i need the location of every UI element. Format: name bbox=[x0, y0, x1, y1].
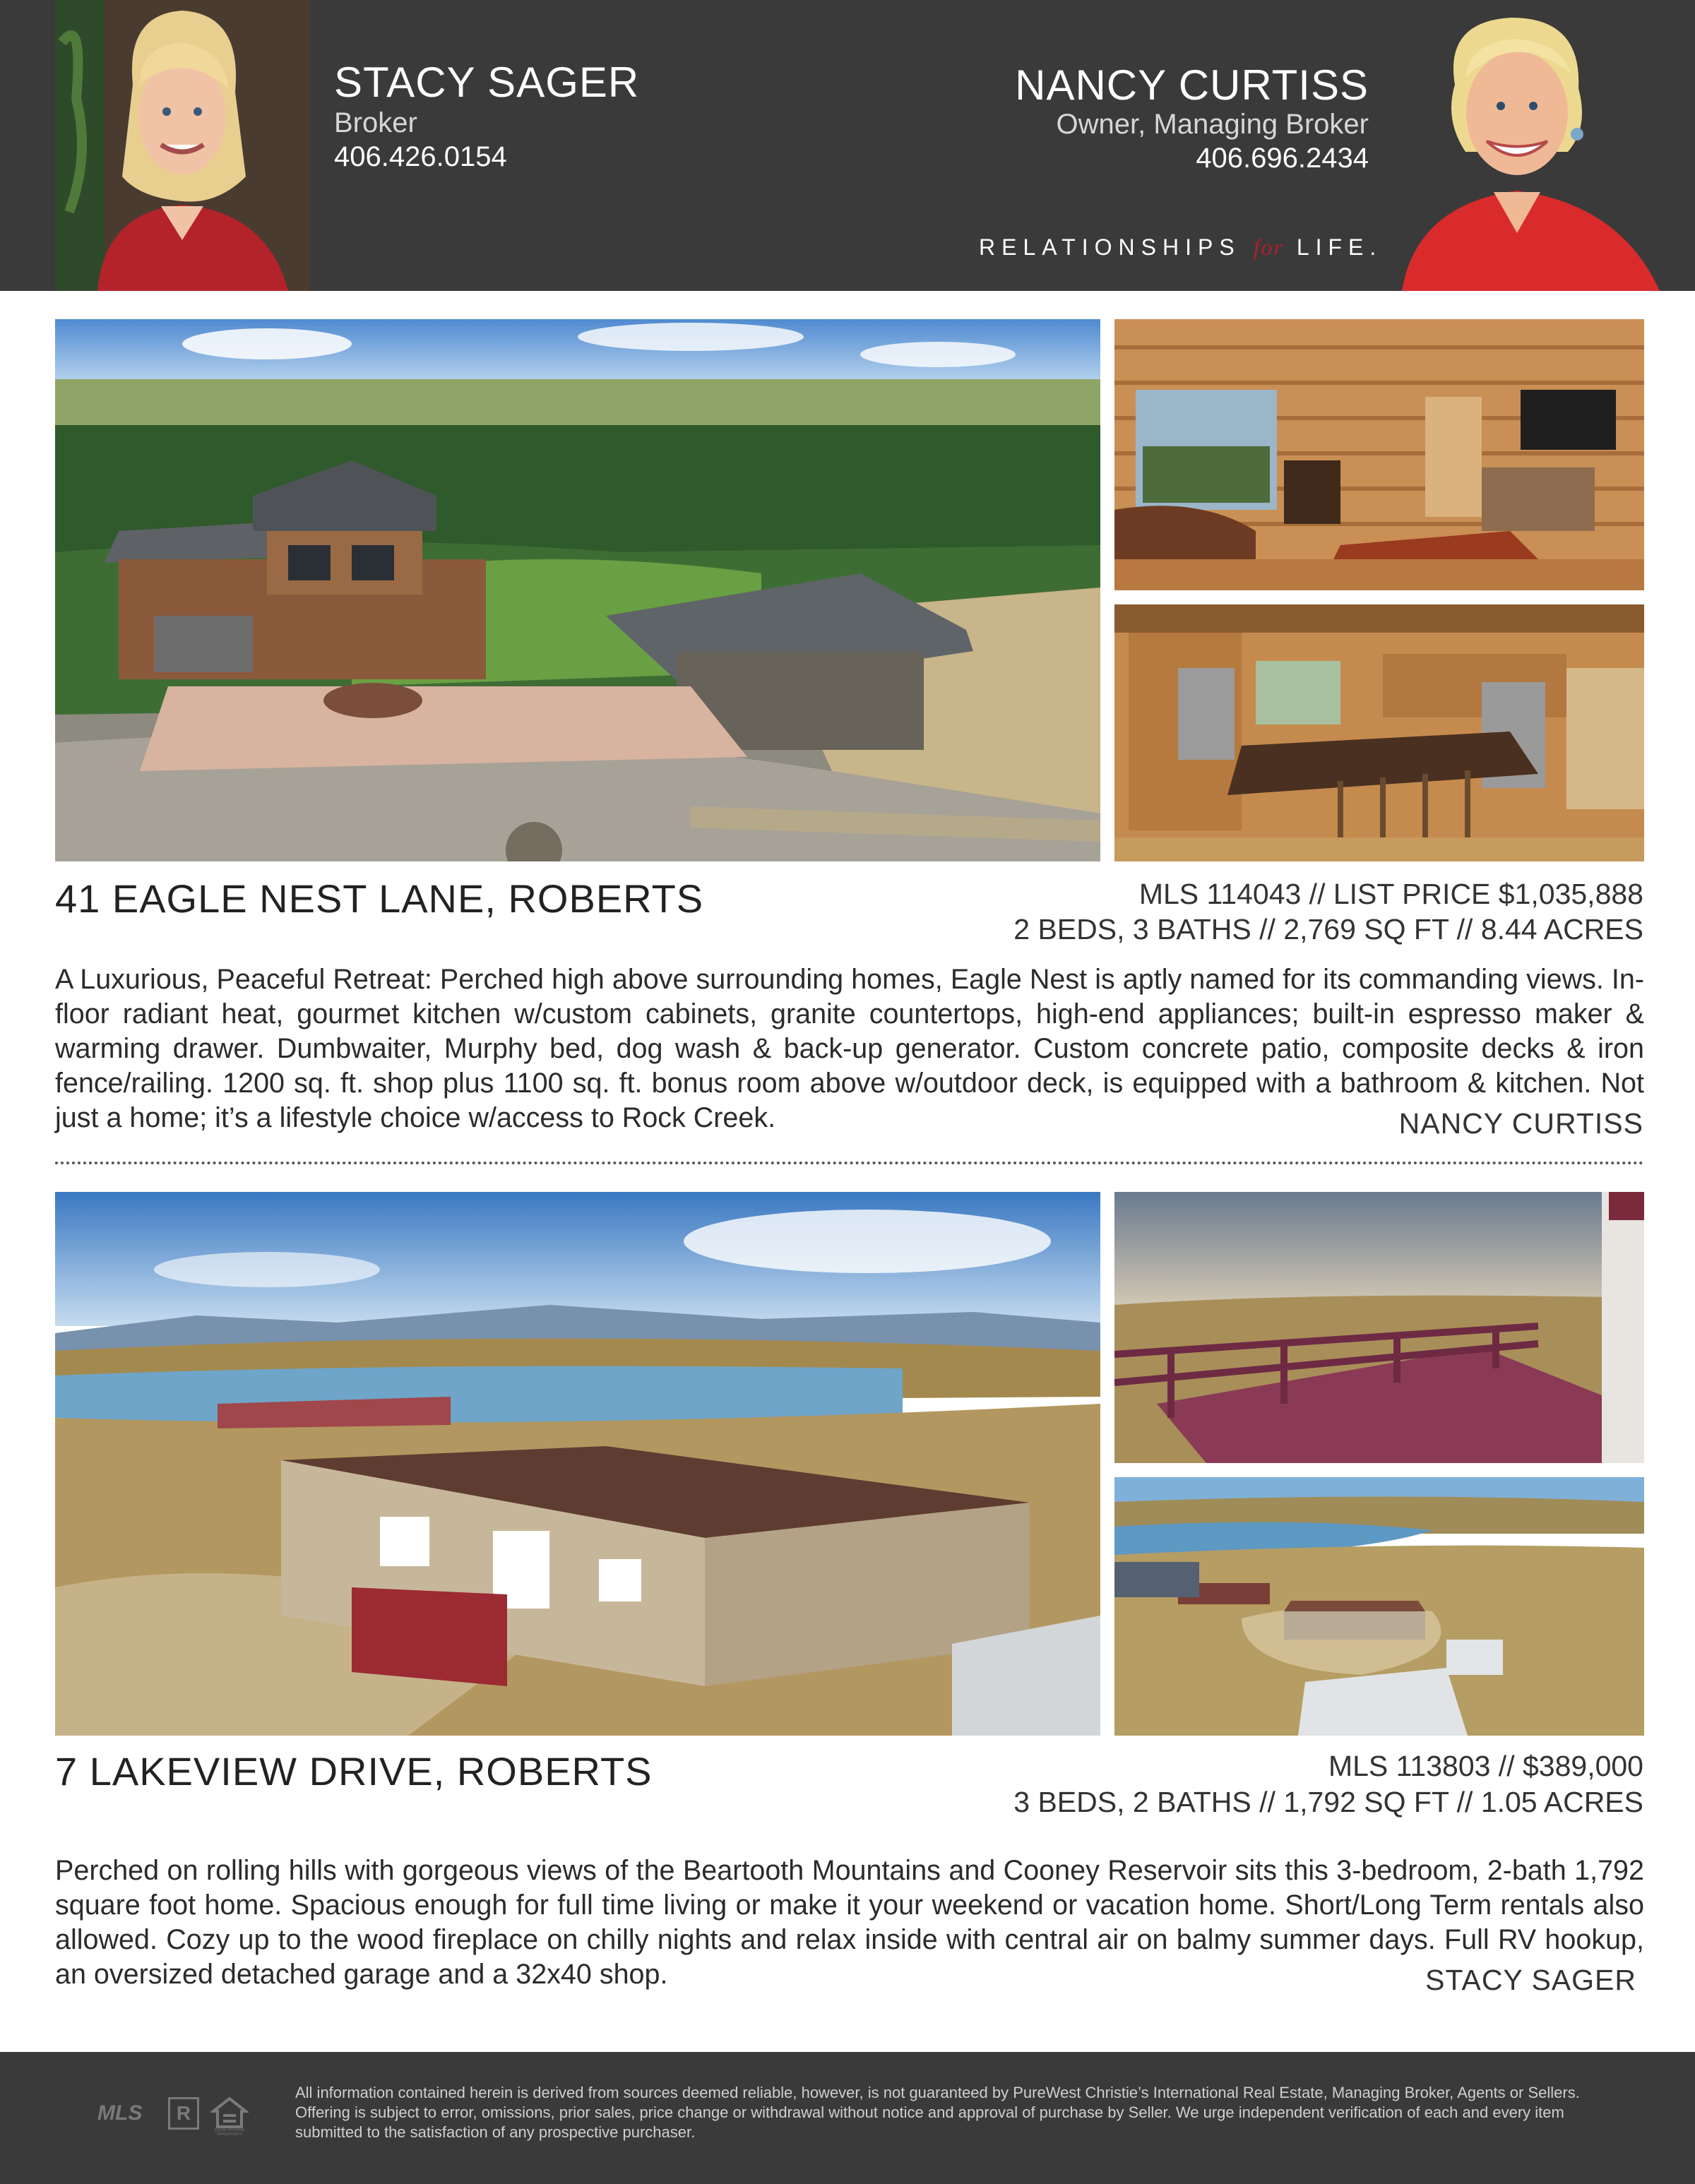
agent-photo-stacy-sager bbox=[55, 0, 309, 291]
legal-disclaimer: All information contained herein is derived from sources deemed reliable, however, is not guaranteed by PureWest Christie’s International Real Estate, Managing Broker, Agents or Sellers. Offering is subject to error, omissions, prior sales, price change or withdrawal without notice and approval of purchase by Seller. We urge independent verification of each and every item submitted to the satisfaction of any prospective purchaser. bbox=[295, 2084, 1580, 2141]
listing-1-mls-price: MLS 114043 // LIST PRICE $1,035,888 bbox=[1138, 878, 1643, 910]
listing-2-address: 7 LAKEVIEW DRIVE, ROBERTS bbox=[55, 1749, 653, 1794]
listing-2-agent: STACY SAGER bbox=[1425, 1964, 1636, 1996]
agent-right-phone: 406.696.2434 bbox=[1196, 143, 1369, 174]
listing-1-description: A Luxurious, Peaceful Retreat: Perched high above surrounding homes, Eagle Nest is aptly named for its commanding views. In-floor radiant heat, gourmet kitchen w/custom cabinets, granite countertops, high-end appliances; built-in espresso maker & warming drawer. Dumbwaiter, Murphy bed, dog wash & back-up generator. Custom concrete patio, composite decks & iron fence/railing. 1200 sq. ft. shop plus 1100 sq. ft. bonus room above w/outdoor deck, is equipped with a bathroom & kitchen. Not just a home; it’s a lifestyle choice w/access to Rock Creek. bbox=[55, 964, 1644, 1133]
listing-1-specs: 2 BEDS, 3 BATHS // 2,769 SQ FT // 8.44 ACRES bbox=[1013, 913, 1643, 945]
agent-left-name: STACY SAGER bbox=[334, 59, 640, 106]
listing-2-specs: 3 BEDS, 2 BATHS // 1,792 SQ FT // 1.05 ACRES bbox=[1013, 1786, 1643, 1818]
listing-divider bbox=[55, 1162, 1644, 1164]
listing-1-living-room-photo bbox=[1114, 319, 1644, 590]
agent-right-role: Owner, Managing Broker bbox=[1056, 109, 1369, 140]
listing-1-agent: NANCY CURTISS bbox=[1398, 1107, 1643, 1140]
equal-housing-text: EQUAL HOUSING OPPORTUNITY bbox=[215, 2128, 244, 2137]
listing-1-main-photo bbox=[55, 319, 1100, 861]
listing-1-address: 41 EAGLE NEST LANE, ROBERTS bbox=[55, 876, 704, 921]
footer-logos bbox=[97, 2093, 260, 2135]
header-banner bbox=[0, 0, 1695, 291]
mls-logo-icon: MLS bbox=[97, 2101, 143, 2125]
listing-2-aerial-photo bbox=[1114, 1477, 1644, 1736]
agent-right-name: NANCY CURTISS bbox=[1015, 61, 1369, 109]
tagline-for: for bbox=[1253, 234, 1284, 260]
listing-2-mls-price: MLS 113803 // $389,000 bbox=[1328, 1750, 1643, 1782]
company-tagline bbox=[979, 234, 1382, 261]
agent-left-phone: 406.426.0154 bbox=[334, 141, 507, 172]
tagline-after: LIFE. bbox=[1296, 234, 1383, 260]
realtor-logo-icon: R bbox=[168, 2097, 199, 2130]
listing-2-main-photo bbox=[55, 1192, 1100, 1736]
agent-left-role: Broker bbox=[334, 107, 417, 138]
listing-2-deck-photo bbox=[1114, 1192, 1644, 1463]
listing-1-kitchen-photo bbox=[1114, 604, 1644, 861]
equal-housing-icon bbox=[210, 2096, 249, 2137]
agent-photo-nancy-curtiss bbox=[1388, 0, 1684, 291]
tagline-before: RELATIONSHIPS bbox=[979, 234, 1241, 260]
listing-2-description: Perched on rolling hills with gorgeous views of the Beartooth Mountains and Cooney Reservoir sits this 3-bedroom, 2-bath 1,792 square foot home. Spacious enough for full time living or make it your weekend or vacation home. Short/Long Term rentals also allowed. Cozy up to the wood fireplace on chilly nights and relax inside with central air on balmy summer days. Full RV hookup, an oversized detached garage and a 32x40 shop. bbox=[55, 1855, 1644, 1990]
footer bbox=[0, 2052, 1695, 2184]
